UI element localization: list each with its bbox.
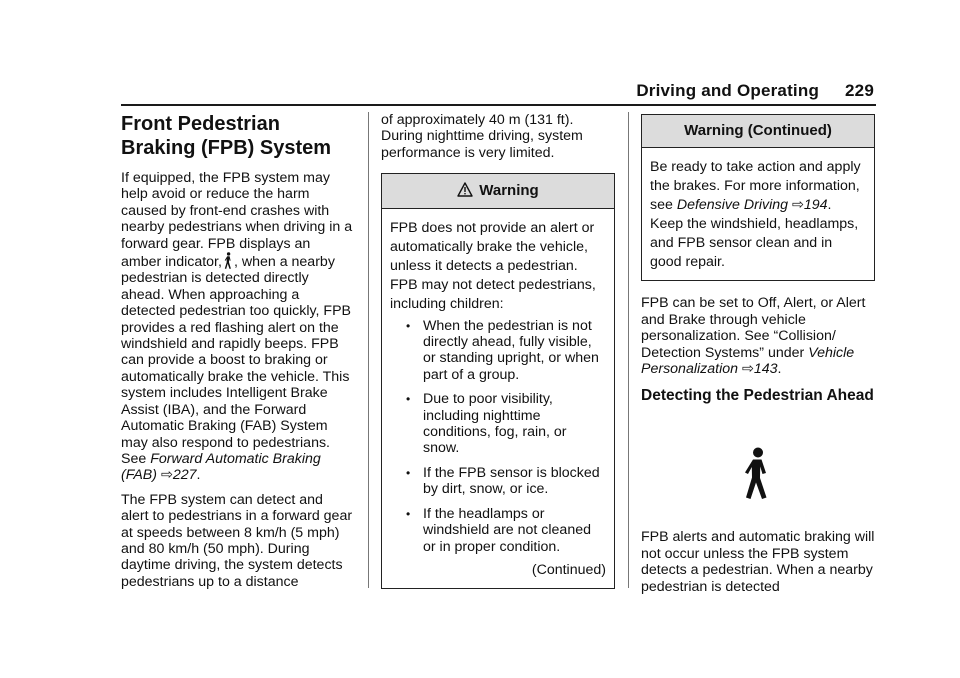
page-ref-arrow: ⇨ (791, 197, 804, 214)
paragraph: of approximately 40 m (131 ft). During nighttime driving, system performance is very limited. (381, 112, 583, 161)
warning-box-continued (641, 114, 875, 281)
column-2 (381, 112, 615, 589)
column-divider (368, 112, 369, 588)
section-heading: Front Pedestrian Braking (FPB) System (121, 113, 332, 159)
warning-body (642, 148, 874, 280)
column-1 (121, 112, 353, 598)
paragraph: FPB can be set to Off, Alert, or Alert and Brake through vehicle personalization. See “Collision/ Detection Systems” under Vehicle Personalization ⇨143. (641, 295, 866, 378)
header-rule (121, 104, 876, 106)
warning-bullets (390, 318, 606, 555)
warning-text: Keep the windshield, headlamps, and FPB sensor clean and in good repair. (650, 216, 859, 271)
page-ref-arrow: ⇨ (741, 361, 754, 378)
paragraph: The FPB system can detect and alert to pedestrians in a forward gear at speeds between 8 km/h (5 mph) and 80 km/h (50 mph). During daytime driving, the system detects pedestrians up to a distance (121, 491, 353, 590)
continued-label: (Continued) (531, 561, 606, 578)
warning-header: Warning (Continued) (642, 115, 874, 148)
list-item: • If the headlamps or windshield are not cleaned or in proper condition. (390, 506, 606, 555)
running-header (636, 81, 874, 101)
column-3 (641, 112, 875, 603)
paragraph: If equipped, the FPB system may help avoid or reduce the harm caused by front-end crashes with nearby pedestrians when driving in a forward gear. FPB displays an amber indicator, , when a nearby pedestrian is detected directly ahead. When approaching a detected pedestrian too quickly, FPB provides a red flashing alert on the windshield and rapidly beeps. FPB can provide a boost to braking or automatically brake the vehicle. This system includes Intelligent Brake Assist (IBA), and the Forward Automatic Braking (FAB) System may also respond to pedestrians. See Forward Automatic Braking (FAB) ⇨227. (121, 170, 353, 484)
page-number: 229 (845, 81, 874, 100)
cross-reference-link[interactable]: Forward Automatic Braking (FAB) ⇨227 (121, 450, 321, 484)
warning-header (382, 174, 614, 208)
warning-text: FPB does not provide an alert or automatically brake the vehicle, unless it detects a pedestrian. FPB may not detect pedestrians, including children: (390, 219, 596, 312)
warning-box (381, 173, 615, 589)
list-item: • When the pedestrian is not directly ahead, fully visible, or standing upright, or when part of a group. (390, 318, 606, 384)
subsection-heading: Detecting the Pedestrian Ahead (641, 387, 874, 405)
page-ref-arrow: ⇨ (160, 467, 173, 484)
section-title: Driving and Operating (636, 81, 820, 100)
pedestrian-icon (739, 447, 773, 499)
column-divider (628, 112, 629, 588)
cross-reference-link[interactable]: Defensive Driving ⇨194 (676, 197, 828, 214)
warning-triangle-icon (457, 182, 473, 197)
warning-title: Warning (479, 182, 539, 200)
warning-text: Be ready to take action and apply the brakes. For more information, see Defensive Driving ⇨194. (650, 159, 861, 214)
cross-reference-link[interactable]: Vehicle Personalization ⇨143 (641, 344, 855, 378)
text: , when a nearby pedestrian is detected directly ahead. When approaching a detected pedestrian too quickly, FPB provides a red flashing alert on the windshield and rapidly beeps. FPB can provide a boost to braking or automatically brake the vehicle. This system includes Intelligent Brake Assist (IBA), and the Forward Automatic Braking (FAB) System may also respond to pedestrians. See (121, 254, 352, 467)
list-item: • If the FPB sensor is blocked by dirt, snow, or ice. (390, 465, 606, 498)
warning-body (382, 209, 614, 588)
pedestrian-icon (223, 252, 233, 269)
list-item: • Due to poor visibility, including nighttime conditions, fog, rain, or snow. (390, 391, 606, 457)
text: If equipped, the FPB system may help avoid or reduce the harm caused by front-end crashes with nearby pedestrians when driving in a forward gear. FPB displays an amber indicator, (121, 170, 353, 271)
paragraph: FPB alerts and automatic braking will not occur unless the FPB system detects a pedestrian. When a nearby pedestrian is detected (641, 529, 875, 595)
